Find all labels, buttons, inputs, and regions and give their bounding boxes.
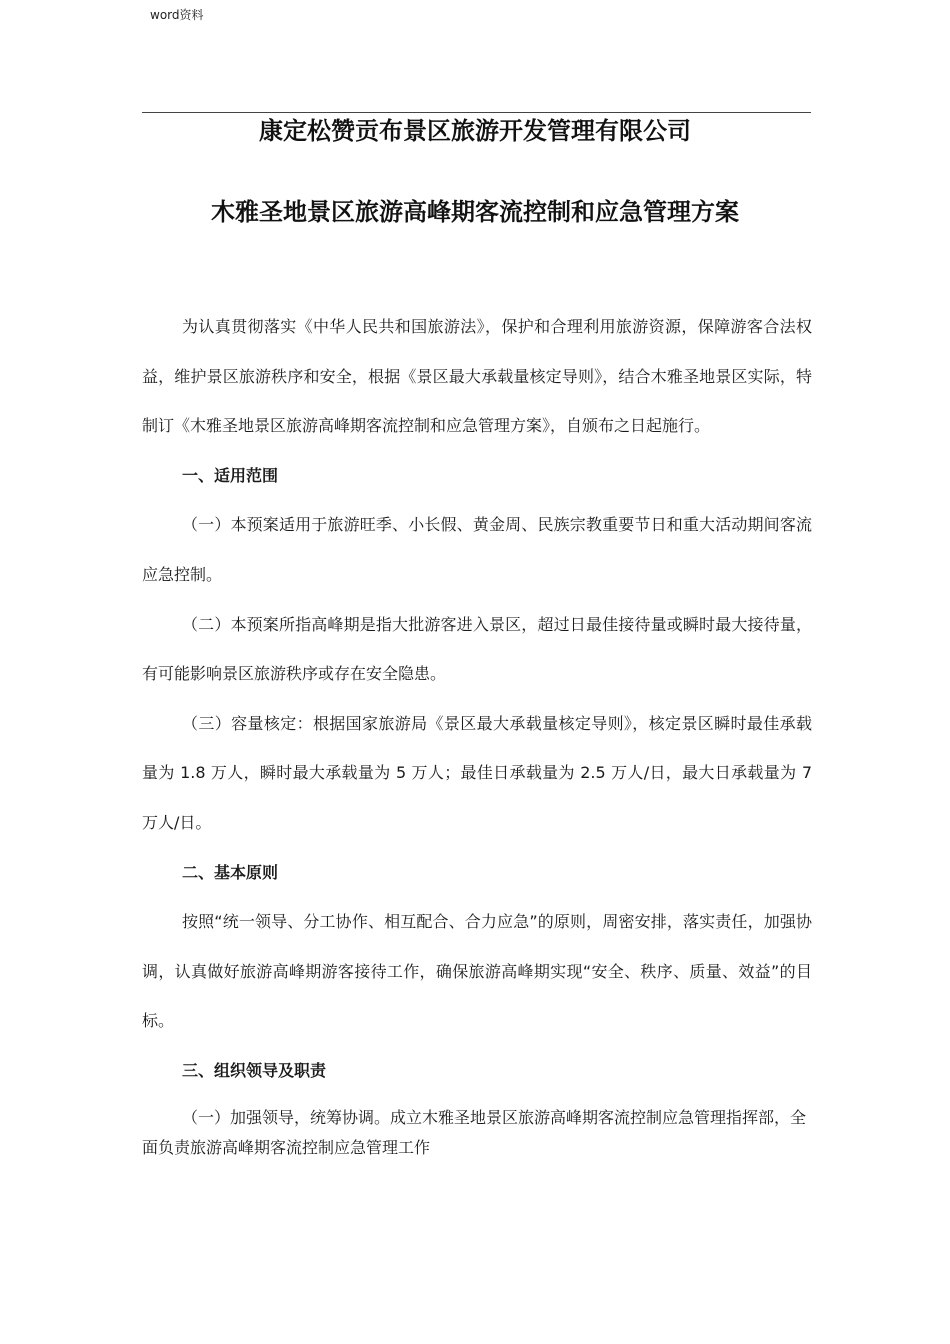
- scope-item-3: （三）容量核定：根据国家旅游局《景区最大承载量核定导则》，核定景区瞬时最佳承载量为 1.8 万人，瞬时最大承载量为 5 万人；最佳日承载量为 2.5 万人/日，最大日承载量为 7 万人/日。: [142, 713, 812, 832]
- section-heading-scope: 一、适用范围: [182, 465, 279, 485]
- scope-item-2: （二）本预案所指高峰期是指大批游客进入景区，超过日最佳接待量或瞬时最大接待量，有可能影响景区旅游秩序或存在安全隐患。: [142, 614, 812, 684]
- section-heading-principles: 二、基本原则: [182, 862, 279, 882]
- company-title: 康定松赞贡布景区旅游开发管理有限公司: [259, 117, 691, 145]
- intro-paragraph: 为认真贯彻落实《中华人民共和国旅游法》，保护和合理利用旅游资源，保障游客合法权益，维护景区旅游秩序和安全，根据《景区最大承载量核定导则》，结合木雅圣地景区实际，特制订《木雅圣地景区旅游高峰期客流控制和应急管理方案》，自颁布之日起施行。: [142, 317, 812, 436]
- header-divider: [142, 112, 811, 113]
- document-body: [142, 302, 812, 1163]
- section-heading-organization: 三、组织领导及职责: [182, 1060, 327, 1080]
- scope-item-1: （一）本预案适用于旅游旺季、小长假、黄金周、民族宗教重要节日和重大活动期间客流应急控制。: [142, 515, 812, 584]
- document-header-tag: word资料: [150, 8, 204, 22]
- plan-title: 木雅圣地景区旅游高峰期客流控制和应急管理方案: [211, 198, 739, 226]
- organization-item-1: （一）加强领导，统筹协调。成立木雅圣地景区旅游高峰期客流控制应急管理指挥部，全面负责旅游高峰期客流控制应急管理工作: [142, 1107, 807, 1157]
- principles-paragraph: 按照“统一领导、分工协作、相互配合、合力应急”的原则，周密安排，落实责任，加强协调，认真做好旅游高峰期游客接待工作，确保旅游高峰期实现“安全、秩序、质量、效益”的目标。: [142, 912, 812, 1031]
